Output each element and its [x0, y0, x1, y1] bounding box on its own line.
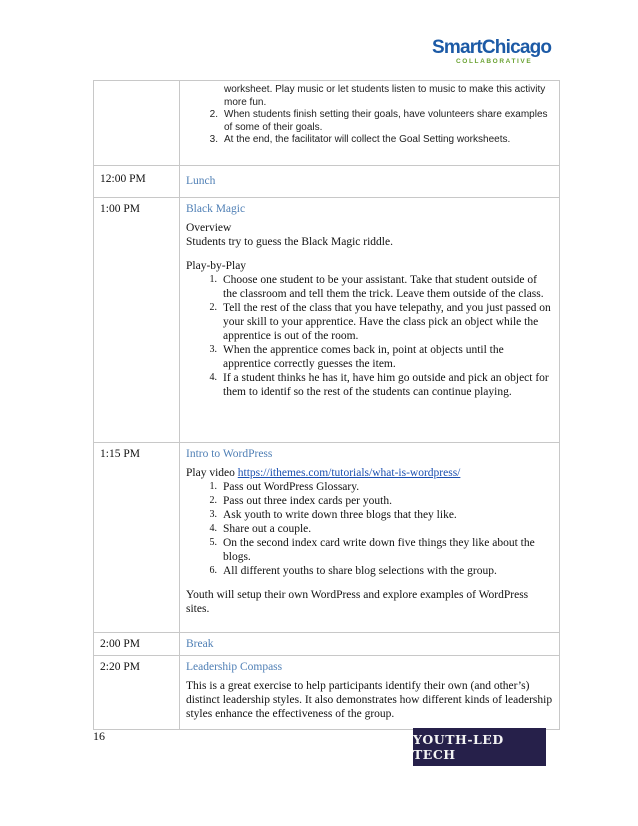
list-item: 3. When the apprentice comes back in, point at objects until the apprentice correctly guesses the item.: [209, 344, 504, 370]
activity-title: Lunch: [186, 175, 216, 187]
table-row: [94, 443, 560, 633]
activity-title: Intro to WordPress: [186, 448, 273, 460]
time-cell: [94, 81, 180, 166]
list-item: 4. If a student thinks he has it, have him go outside and pick an object for them to identif so the rest of the students can continue playing.: [209, 372, 549, 398]
time-cell: 2:00 PM: [94, 633, 180, 656]
table-row: [94, 81, 560, 166]
content-cell: [180, 166, 560, 198]
logo-smart-text: Smart: [432, 37, 482, 58]
list-item: 4. Share out a couple.: [209, 523, 312, 535]
play-by-play-list: [186, 273, 553, 399]
youth-led-tech-badge: [413, 728, 546, 766]
closing-text: Youth will setup their own WordPress and explore examples of WordPress sites.: [186, 589, 529, 615]
list-item: worksheet. Play music or let students listen to music to make this activity more fun.: [224, 84, 546, 108]
overview-label: Overview: [186, 222, 232, 234]
activity-title: Break: [186, 638, 214, 650]
smartchicago-logo: [432, 38, 552, 72]
continued-list: [186, 84, 553, 147]
list-item: 1. Choose one student to be your assistant. Take that student outside of the classroom and tell them the trick. Leave them outside of the class.: [209, 274, 544, 300]
table-row: [94, 166, 560, 198]
list-item: 2. Pass out three index cards per youth.: [209, 495, 392, 507]
time-cell: 12:00 PM: [94, 166, 180, 198]
logo-chicago-text: Chicago: [481, 37, 552, 58]
leadership-text: This is a great exercise to help participants identify their own (and other’s) distinct leadership styles. It also demonstrates how different kinds of leadership styles enhance the effectiveness of the group.: [186, 680, 553, 720]
wordpress-steps-list: [186, 480, 553, 578]
table-row: [94, 198, 560, 443]
list-item: 2. Tell the rest of the class that you have telepathy, and you just passed on your skill to your apprentice. Have the class pick an object while the apprentice is out of the room.: [209, 302, 551, 342]
page-number: 16: [93, 729, 105, 743]
list-item: 3. At the end, the facilitator will collect the Goal Setting worksheets.: [209, 134, 511, 145]
continued-content-cell: [180, 81, 560, 166]
list-item: 6. All different youths to share blog selections with the group.: [209, 565, 497, 577]
badge-text: YOUTH-LED TECH: [413, 732, 504, 762]
time-cell: 1:15 PM: [94, 443, 180, 633]
logo-collaborative-text: COLLABORATIVE: [456, 58, 533, 65]
content-cell: [180, 633, 560, 656]
activity-title: Leadership Compass: [186, 661, 283, 673]
list-item: 5. On the second index card write down five things they like about the blogs.: [209, 537, 535, 563]
table-row: [94, 656, 560, 730]
video-link[interactable]: https://ithemes.com/tutorials/what-is-wordpress/: [237, 467, 461, 479]
activity-title: Black Magic: [186, 203, 246, 215]
video-line: Play video https://ithemes.com/tutorials/what-is-wordpress/: [186, 467, 461, 479]
time-cell: 2:20 PM: [94, 656, 180, 730]
table-row: [94, 633, 560, 656]
list-item: 1. Pass out WordPress Glossary.: [209, 481, 360, 493]
content-cell: [180, 198, 560, 443]
content-cell: [180, 656, 560, 730]
list-item: 2. When students finish setting their goals, have volunteers share examples of some of their goals.: [209, 109, 548, 133]
overview-text: Students try to guess the Black Magic riddle.: [186, 236, 393, 248]
list-item: 3. Ask youth to write down three blogs that they like.: [209, 509, 457, 521]
schedule-table: [93, 80, 560, 730]
play-by-play-label: Play-by-Play: [186, 260, 247, 272]
time-cell: 1:00 PM: [94, 198, 180, 443]
content-cell: [180, 443, 560, 633]
